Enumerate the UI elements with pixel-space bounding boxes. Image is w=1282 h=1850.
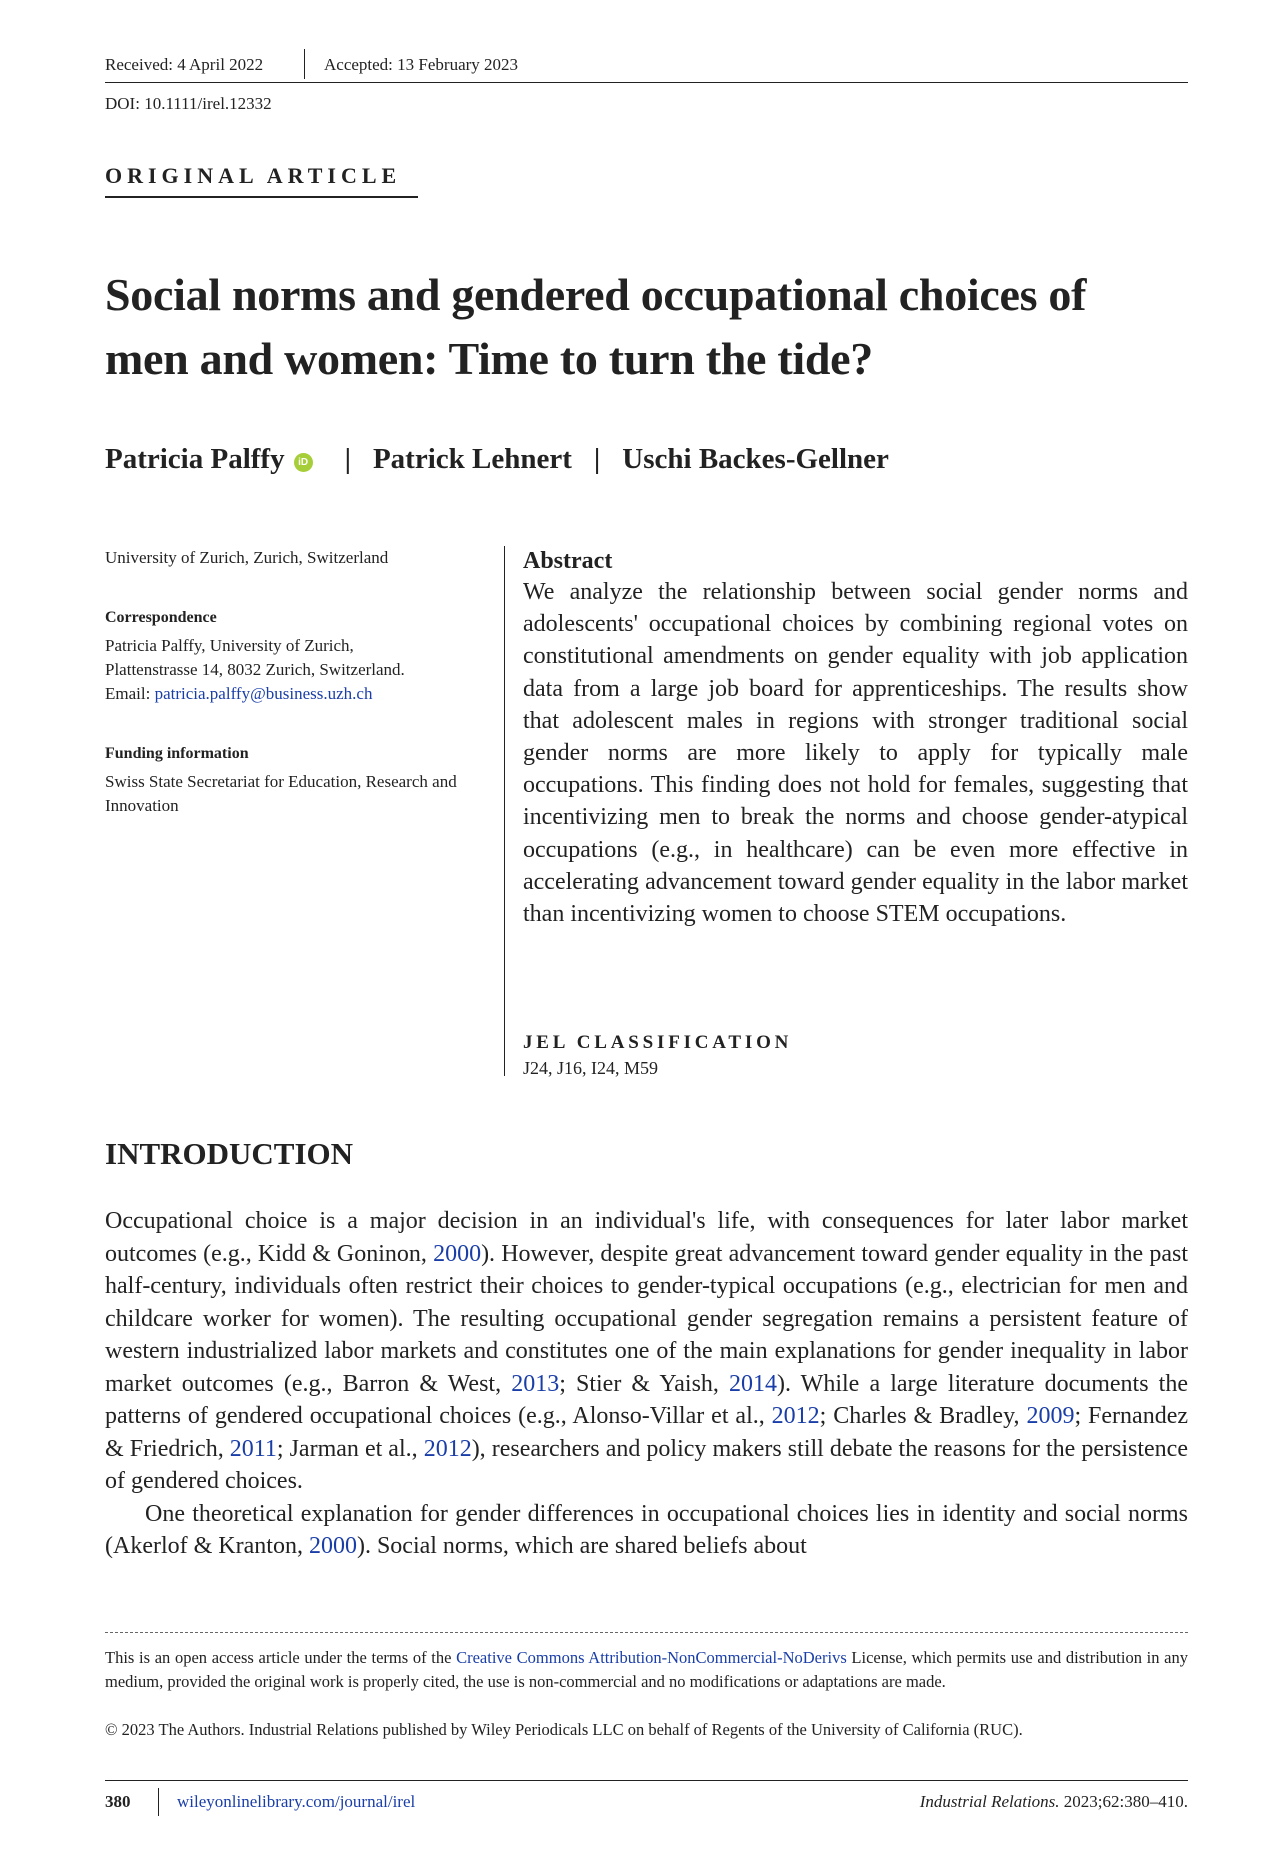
introduction-body [105, 1205, 1188, 1563]
article-type-underline [105, 196, 418, 198]
footnote-divider [105, 1632, 1188, 1633]
abstract-heading: Abstract [523, 548, 613, 574]
header-rule [105, 82, 1188, 83]
author-list [105, 443, 1188, 476]
citation-link[interactable]: 2000 [433, 1240, 482, 1267]
email-link[interactable]: patricia.palffy@business.uzh.ch [154, 684, 373, 703]
article-type: ORIGINAL ARTICLE [105, 163, 402, 188]
citation-link[interactable]: 2013 [511, 1370, 560, 1397]
funding-label: Funding information [105, 745, 249, 762]
license-link[interactable]: Creative Commons Attribution-NonCommercial-NoDerivs [456, 1648, 847, 1667]
author-separator: | [593, 443, 601, 475]
footer-rule [105, 1780, 1188, 1781]
correspondence-line-1: Patricia Palffy, University of Zurich, [105, 636, 354, 655]
introduction-heading: INTRODUCTION [105, 1136, 354, 1171]
citation-link[interactable]: 2012 [423, 1435, 472, 1462]
text-run: Occupational choice is a major decision in an individual's life, with consequences for later labor market outcomes (e.g., Kidd & Goninon, [105, 1208, 1188, 1267]
abstract-text: We analyze the relationship between social gender norms and adolescents' occupational choices by combining regional votes on constitutional amendments on gender equality with job application data from a large job board for apprenticeships. The results show that adolescent males in regions with stronger traditional social gender norms are more likely to apply for typically male occupations. This finding does not hold for females, suggesting that incentivizing men to break the norms and choose gender-atypical occupations (e.g., in healthcare) can be even more effective in accelerating advancement toward gender equality in the labor market than incentivizing women to choose STEM occupations. [523, 579, 1188, 928]
author-1[interactable]: Patricia Palffy [105, 443, 285, 475]
footer-divider [158, 1788, 159, 1816]
title-line-1: Social norms and gendered occupational choices of [105, 269, 1087, 320]
paragraph [105, 1205, 1188, 1498]
email-prefix: Email: [105, 684, 155, 703]
jel-heading: JEL CLASSIFICATION [523, 1032, 793, 1053]
text-run: ; Stier & Yaish, [559, 1370, 730, 1397]
text-run: ). While a large literature documents the patterns of gendered occupational choices (e.g., Alonso-Villar et al., [105, 1370, 1188, 1429]
article-page [105, 0, 1188, 1850]
journal-citation [920, 1792, 1188, 1812]
funding-block [105, 742, 485, 818]
citation-link[interactable]: 2012 [771, 1403, 820, 1429]
title-line-2: men and women: Time to turn the tide? [105, 333, 873, 384]
license-notice [105, 1646, 1188, 1694]
text-run: ), researchers and policy makers still debate the reasons for the persistence of gendered choices. [105, 1435, 1188, 1494]
text-run: License, which permits use and distribution in any medium, provided the original work is properly cited, the use is non-commercial and no modifications or adaptations are made. [105, 1648, 1188, 1691]
correspondence-block [105, 606, 485, 706]
orcid-icon[interactable]: iD [294, 453, 313, 472]
paragraph [105, 1498, 1188, 1563]
abstract-rule [504, 546, 505, 1076]
author-3[interactable]: Uschi Backes-Gellner [622, 443, 889, 475]
citation-link[interactable]: 2014 [729, 1370, 778, 1397]
dates-row [105, 55, 1188, 83]
citation-link[interactable]: 2011 [229, 1435, 277, 1462]
journal-site-link[interactable]: wileyonlinelibrary.com/journal/irel [177, 1792, 416, 1811]
text-run: ; Charles & Bradley, [819, 1403, 1027, 1429]
text-run: ; Jarman et al., [276, 1435, 424, 1462]
abstract-block [523, 546, 1188, 930]
text-run: This is an open access article under the terms of the [105, 1648, 457, 1667]
article-title [105, 263, 1105, 391]
journal-name: Industrial Relations. [919, 1792, 1060, 1811]
text-run: ; Fernandez & Friedrich, [105, 1403, 1188, 1462]
funding-text: Swiss State Secretariat for Education, Research and Innovation [105, 772, 457, 815]
jel-codes: J24, J16, I24, M59 [523, 1058, 659, 1078]
author-2[interactable]: Patrick Lehnert [372, 443, 572, 475]
affiliation: University of Zurich, Zurich, Switzerland [105, 548, 389, 567]
text-run: One theoretical explanation for gender differences in occupational choices lies in identity and social norms (Akerlof & Kranton, [105, 1500, 1188, 1559]
doi: DOI: 10.1111/irel.12332 [105, 94, 272, 113]
received-date: Received: 4 April 2022 [105, 55, 264, 74]
citation-link[interactable]: 2000 [308, 1533, 357, 1559]
correspondence-line-2: Plattenstrasse 14, 8032 Zurich, Switzerland. [105, 660, 405, 679]
copyright-notice: © 2023 The Authors. Industrial Relations published by Wiley Periodicals LLC on behalf of Regents of the University of California (RUC). [105, 1720, 1023, 1739]
correspondence-email-line [105, 682, 485, 706]
citation-details: 2023;62:380–410. [1059, 1792, 1188, 1811]
page-number: 380 [105, 1792, 131, 1811]
accepted-date: Accepted: 13 February 2023 [324, 55, 519, 74]
page-footer [105, 1788, 1188, 1818]
dates-divider [304, 49, 305, 79]
citation-link[interactable]: 2009 [1026, 1403, 1075, 1429]
text-run: ). Social norms, which are shared beliefs about [356, 1533, 807, 1559]
correspondence-label: Correspondence [105, 609, 217, 626]
text-run: ). However, despite great advancement toward gender equality in the past half-century, individuals often restrict their choices to gender-typical occupations (e.g., electrician for men and childcare worker for women). The resulting occupational gender segregation remains a persistent feature of western industrialized labor markets and constitutes one of the main explanations for gender inequality in labor market outcomes (e.g., Barron & West, [105, 1240, 1189, 1397]
author-separator: | [344, 443, 351, 475]
